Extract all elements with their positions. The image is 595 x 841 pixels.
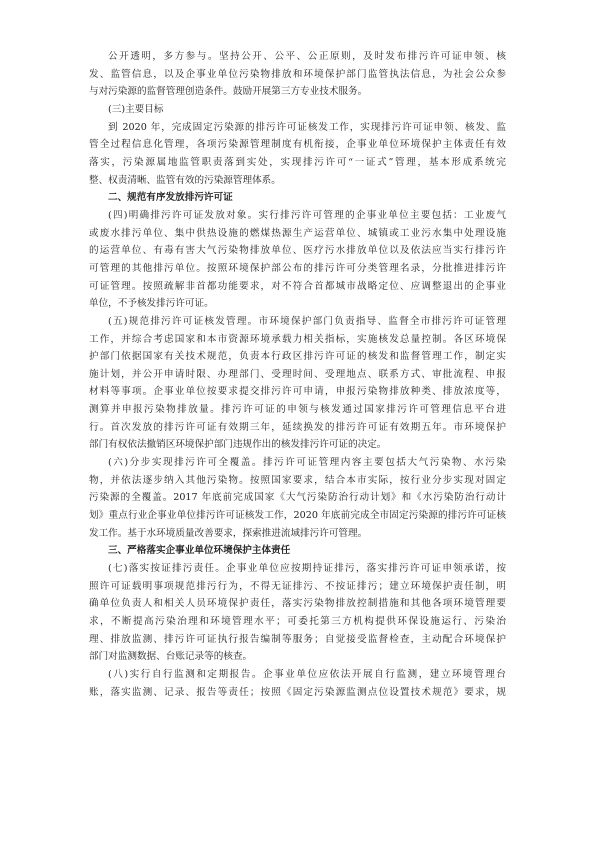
paragraph-full-coverage <box>89 454 506 542</box>
text-line: 可管理的其他排污单位。按照环境保护部公布的排污许可分类管理名录，分批推进排污许 <box>89 262 506 274</box>
text-line: 部门对监测数据、台账记录等的核查。 <box>89 651 253 663</box>
text-line: 公开透明，多方参与。坚持公开、公平、公正原则，及时发布排污许可证申领、核 <box>108 51 506 62</box>
text-line: 与对污染源的监督管理创造条件。鼓励开展第三方专业技术服务。 <box>89 86 368 98</box>
text-line: 工作，并综合考虑国家和本市资源环境承载力相关指标，实施核发总量控制。各区环境保 <box>89 333 506 345</box>
text-line: (八)实行自行监测和定期报告。企事业单位应依法开展自行监测，建立环境管理台 <box>108 668 506 680</box>
text-line: 污染源的全覆盖。2017 年底前完成国家《大气污染防治行动计划》和《水污染防治行动计 <box>89 492 506 504</box>
text-line: 护部门依据国家有关技术规范，负责本行政区排污许可证的核发和监督管理工作，制定实 <box>89 351 506 363</box>
text-line: 物，并依法逐步纳入其他污染物。按照国家要求，结合本市实际，按行业分步实现对固定 <box>89 474 506 486</box>
subheading-main-goals: (三)主要目标 <box>108 103 164 115</box>
paragraph-permit-targets <box>89 207 506 313</box>
paragraph-permit-responsibility <box>89 560 506 666</box>
text-line: 落实，污染源属地监管职责落到实处，实现排污许可“一证式”管理，基本形成系统完 <box>89 156 506 168</box>
text-line: 发工作。基于水环境质量改善要求，探索推进流域排污许可管理。 <box>89 527 368 539</box>
text-line: 到 2020 年，完成固定污染源的排污许可证核发工作，实现排污许可证申领、核发、监 <box>108 121 506 133</box>
text-line: 测算并申报污染物排放量。排污许可证的申领与核发通过国家排污许可管理信息平台进 <box>89 404 506 416</box>
text-line: 确单位负责人和相关人员环境保护责任，落实污染物排放控制措施和其他各项环境管理要 <box>89 598 506 610</box>
text-line: 管全过程信息化管理，各项污染源管理制度有机衔接，企事业单位环境保护主体责任有效 <box>89 139 506 151</box>
section-heading-2: 二、规范有序发放排污许可证 <box>108 192 233 204</box>
paragraph-permit-issuance <box>89 313 506 454</box>
text-line: 单位，不予核发排污许可证。 <box>89 298 214 310</box>
text-line: 账，落实监测、记录、报告等责任；按照《固定污染源监测点位设置技术规范》要求，规 <box>89 686 506 698</box>
text-line: 行。首次发放的排污许可证有效期三年，延续换发的排污许可证有效期五年。市环境保护 <box>89 421 506 433</box>
text-line: 材料等事项。企事业单位按要求提交排污许可申请，申报污染物排放种类、排放浓度等， <box>89 386 506 398</box>
text-line: 可证管理。按照疏解非首都功能要求，对不符合首都城市战略定位、应调整退出的企事业 <box>89 280 506 292</box>
text-line: (六)分步实现排污许可全覆盖。排污许可证管理内容主要包括大气污染物、水污染 <box>108 457 506 469</box>
text-line: 部门有权依法撤销区环境保护部门违规作出的核发排污许可证的决定。 <box>89 439 387 451</box>
paragraph-public-transparency <box>89 48 506 101</box>
text-line: 施计划，并公开申请时限、办理部门、受理时间、受理地点、联系方式、审批流程、申报 <box>89 368 506 380</box>
text-line: 整、权责清晰、监管有效的污染源管理体系。 <box>89 174 281 186</box>
paragraph-self-monitoring <box>89 666 506 701</box>
section-heading-3: 三、严格落实企事业单位环境保护主体责任 <box>108 545 291 557</box>
text-line: (七)落实按证排污责任。企事业单位应按期持证排污，落实排污许可证申领承诺，按 <box>108 563 506 575</box>
text-line: 照许可证载明事项规范排污行为，不得无证排污、不按证排污；建立环境保护责任制，明 <box>89 580 506 592</box>
text-line: (五)规范排污许可证核发管理。市环境保护部门负责指导、监督全市排污许可证管理 <box>108 315 506 327</box>
text-line: (四)明确排污许可证发放对象。实行排污许可管理的企事业单位主要包括：工业废气 <box>108 209 506 221</box>
paragraph-goals-2020 <box>89 119 506 190</box>
text-line: 发、监管信息，以及企事业单位污染物排放和环境保护部门监管执法信息，为社会公众参 <box>89 68 506 80</box>
document-body <box>89 48 506 701</box>
text-line: 求，不断提高污染治理和环境管理水平；可委托第三方机构提供环保设施运行、污染治 <box>89 616 506 627</box>
text-line: 的运营单位、有毒有害大气污染物排放单位、医疗污水排放单位以及依法应当实行排污许 <box>89 245 506 257</box>
text-line: 划》重点行业企事业单位排污许可证核发工作，2020 年底前完成全市固定污染源的排污许可证核 <box>89 510 506 522</box>
text-line: 理、排放监测、排污许可证执行报告编制等服务；自觉接受监督检查，主动配合环境保护 <box>89 633 506 645</box>
text-line: 或废水排污单位、集中供热设施的燃煤热源生产运营单位、城镇或工业污水集中处理设施 <box>89 227 506 239</box>
